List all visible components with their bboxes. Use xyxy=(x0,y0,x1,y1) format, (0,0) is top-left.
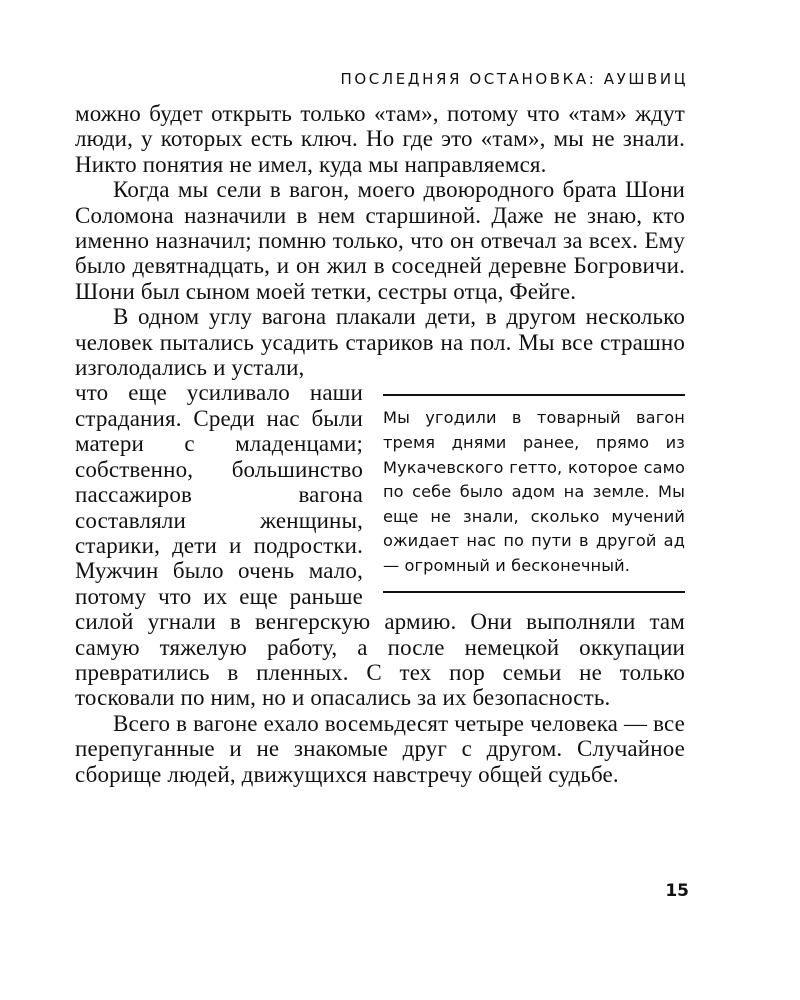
paragraph: Всего в вагоне ехало восемьдесят четыре человека — все перепуганные и не знакомые друг с другом. Случайное сборище людей, движущихся навстречу общей судьбе. xyxy=(75,710,685,787)
paragraph: можно будет открыть только «там», потому что «там» ждут люди, у которых есть ключ. Но где это «там», мы не знали. Никто понятия не имел, куда мы направляемся. xyxy=(75,101,685,177)
paragraph: В одном углу вагона плакали дети, в другом несколько человек пытались усадить стариков на пол. Мы все страшно изголодались и устали, xyxy=(75,304,685,381)
paragraph: Когда мы сели в вагон, моего двоюродного брата Шони Соломона назначили в нем старшиной. Даже не знаю, кто именно назначил; помню только, что он отвечал за всех. Ему было девятнадцать, и он жил в соседней деревне Богровичи. Шони был сыном моей тетки, сестры отца, Фейге. xyxy=(75,177,685,304)
pull-quote: Мы угодили в товарный вагон тремя днями ранее, прямо из Мукачевского гетто, которое само по себе было адом на земле. Мы еще не знали, сколько мучений ожидает нас по пути в другой ад — огромный и бесконечный. xyxy=(383,394,685,592)
book-page-body xyxy=(75,101,685,787)
running-header: ПОСЛЕДНЯЯ ОСТАНОВКА: АУШВИЦ xyxy=(340,70,688,88)
paragraph: что еще усиливало наши страдания. Среди нас были матери с младенцами; собственно, большинство пассажиров вагона составляли женщины, старики, дети и подростки. Мужчин было очень мало, потому что их еще раньше силой угнали в венгерскую армию. Они выполняли там самую тяжелую работу, а после немецкой оккупации превратились в пленных. С тех пор семьи не только тосковали по ним, но и опасались за их безопасность. xyxy=(75,380,685,711)
page-number: 15 xyxy=(665,881,689,901)
